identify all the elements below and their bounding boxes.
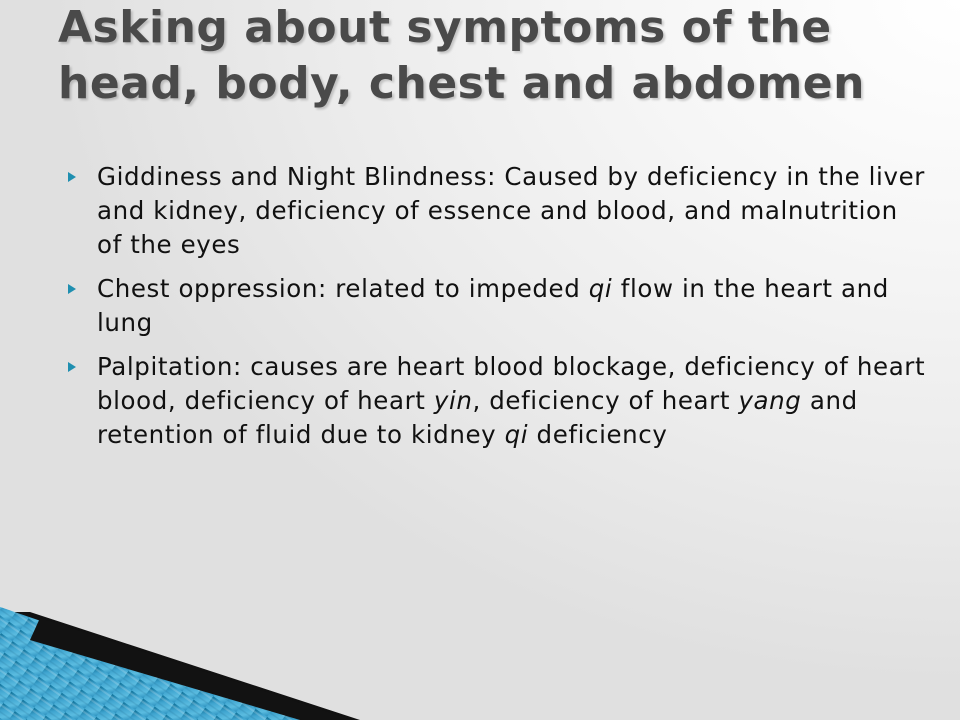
italic-term: yin <box>433 386 473 415</box>
bullet-item <box>68 160 928 262</box>
dark-wedge-shape <box>0 612 360 720</box>
text-segment: , deficiency of heart <box>472 386 739 415</box>
blue-wedge-shape <box>0 607 330 720</box>
bullet-text <box>97 352 925 449</box>
bullet-arrow-icon <box>68 172 76 182</box>
text-segment: Chest oppression: related to impeded <box>97 274 589 303</box>
bullet-arrow-icon <box>68 362 76 372</box>
bullet-item <box>68 350 928 452</box>
slide-title <box>58 0 938 112</box>
italic-term: qi <box>504 420 529 449</box>
text-segment: deficiency <box>528 420 668 449</box>
title-line-2: head, body, chest and abdomen <box>58 58 865 109</box>
text-segment: Palpitation: causes are heart blood blockage, deficiency of heart blood, deficiency of heart <box>97 352 926 415</box>
title-line-1: Asking about symptoms of the <box>58 2 832 53</box>
text-segment: and retention of fluid due to kidney <box>97 386 858 449</box>
text-segment: Giddiness and Night Blindness: Caused by deficiency in the liver and kidney, deficiency of essence and blood, and malnutrition of the eyes <box>97 162 925 259</box>
bullet-item <box>68 272 928 340</box>
bullet-arrow-icon <box>68 284 76 294</box>
italic-term: yang <box>738 386 802 415</box>
italic-term: qi <box>588 274 613 303</box>
bullet-list <box>68 160 928 462</box>
text-segment: flow in the heart and lung <box>97 274 889 337</box>
bullet-text <box>97 274 889 337</box>
bullet-text <box>97 162 925 259</box>
